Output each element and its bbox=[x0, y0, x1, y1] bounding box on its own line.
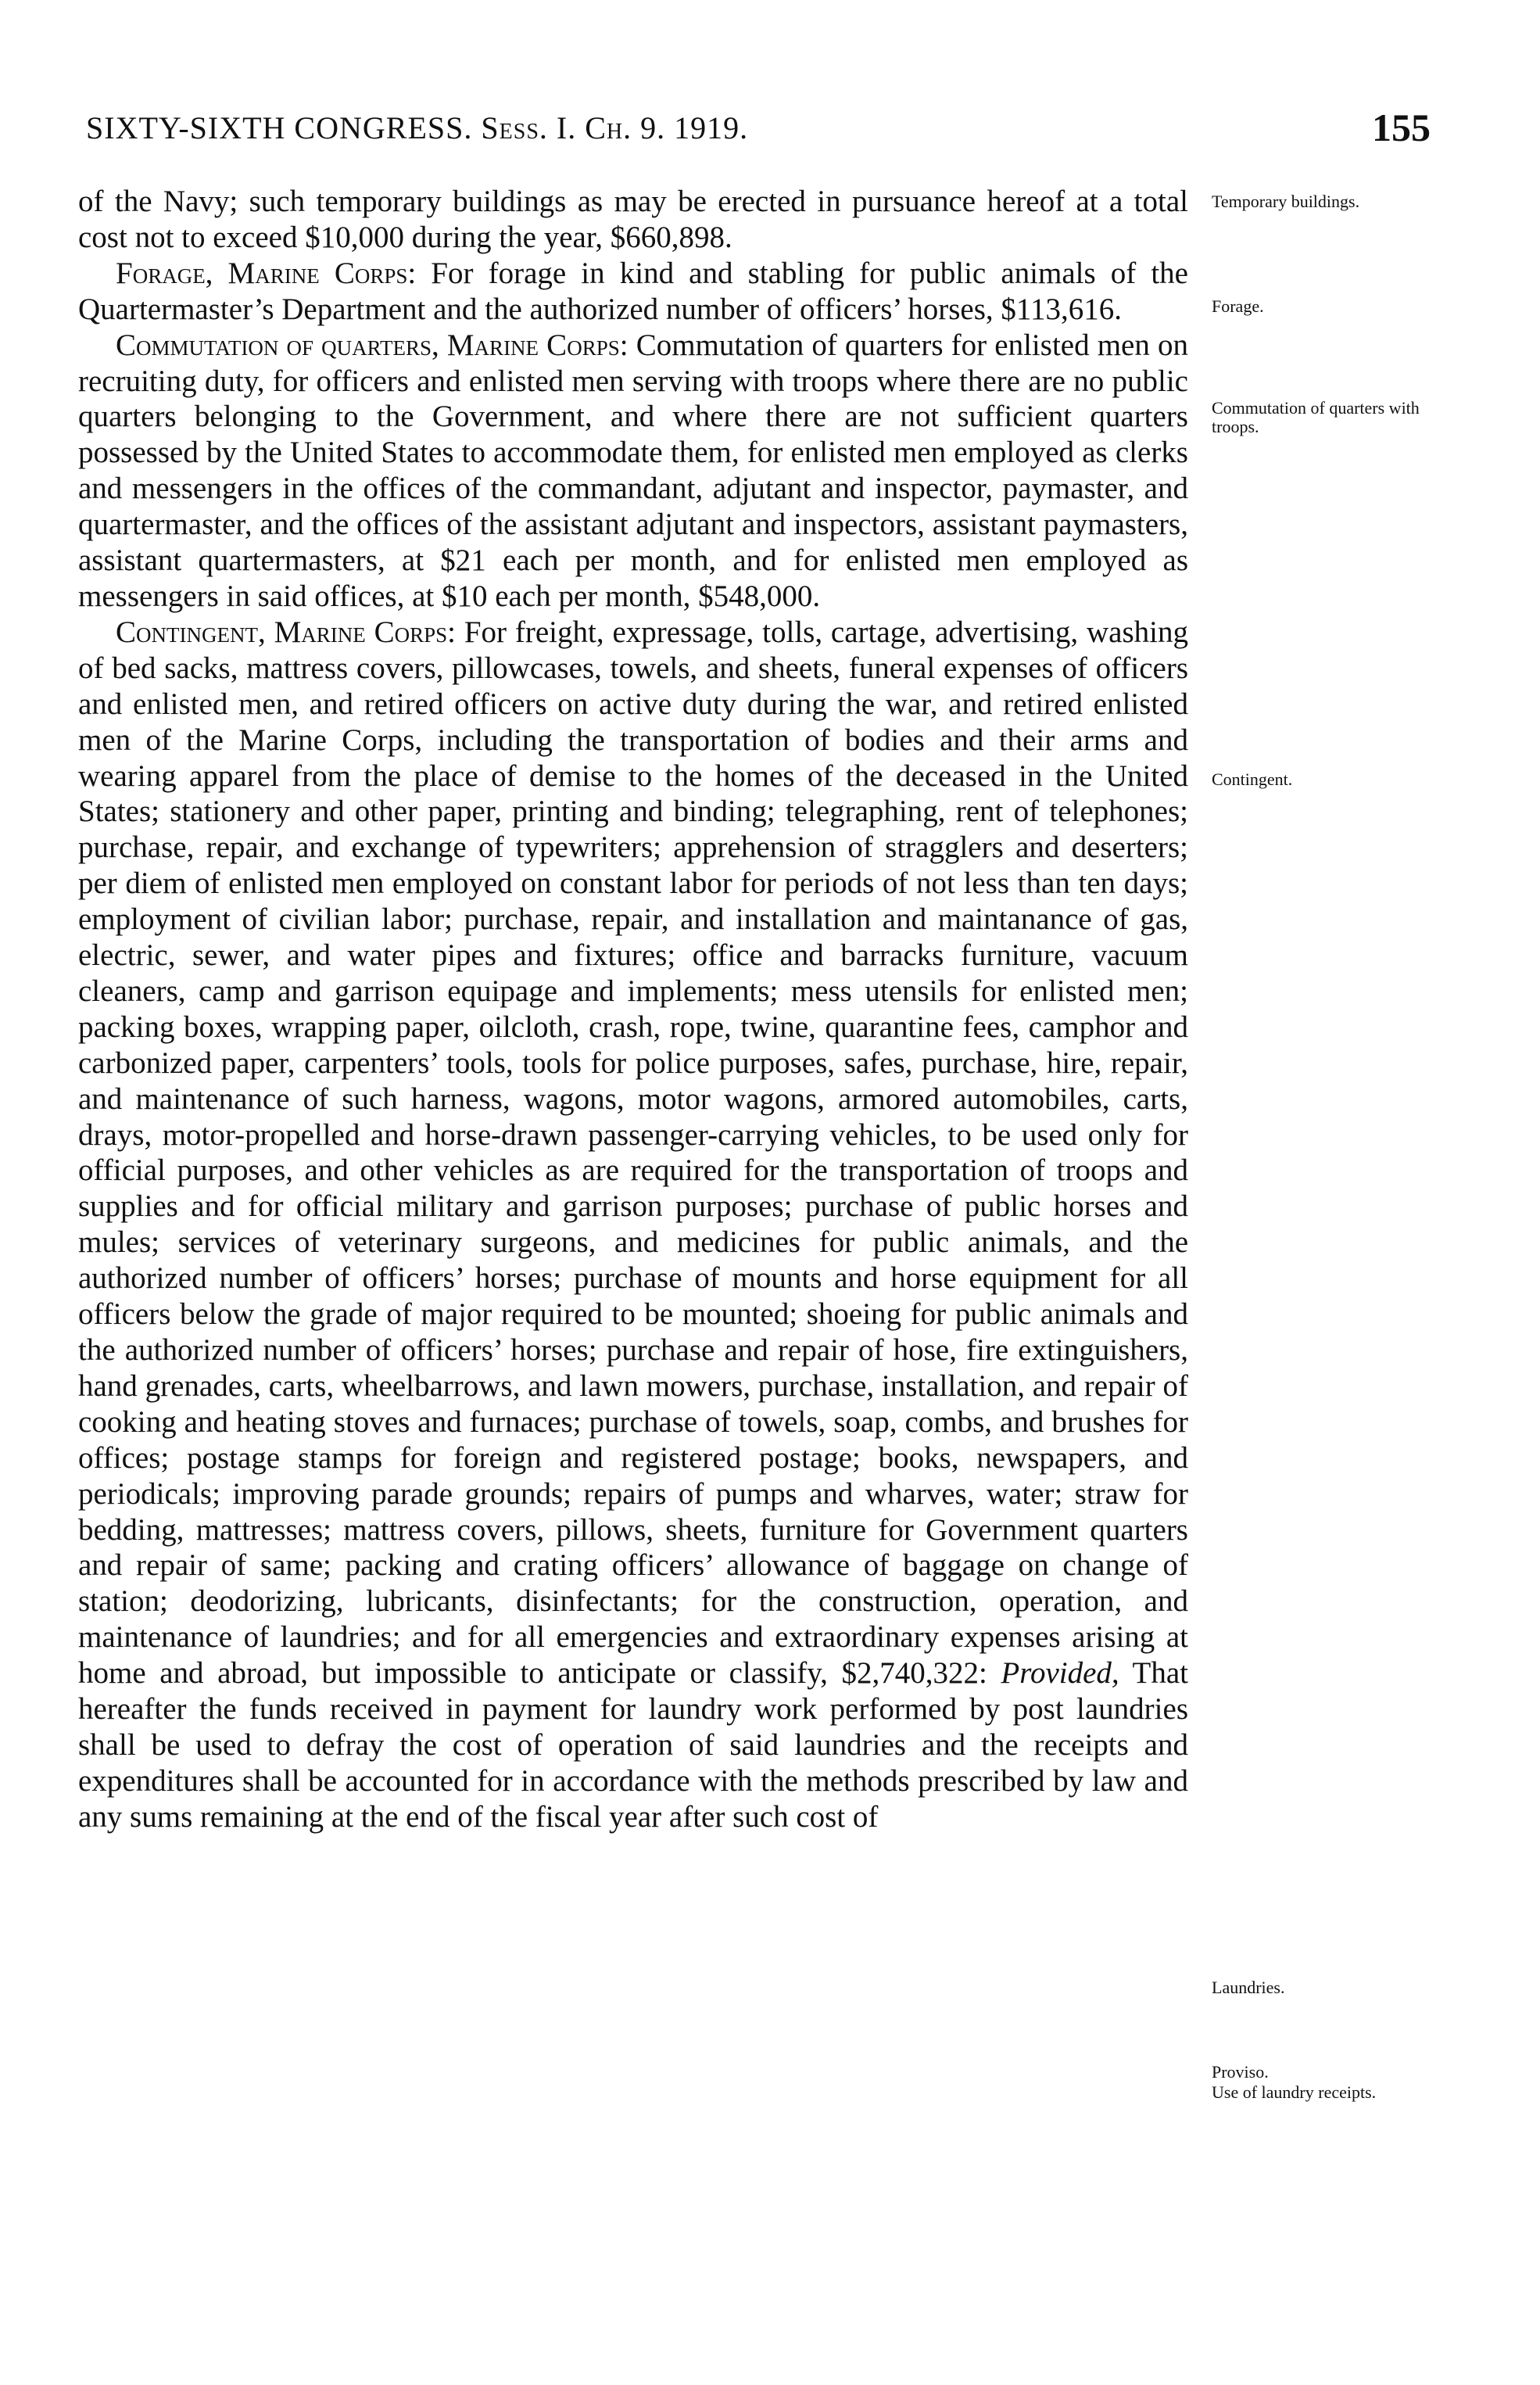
marginal-note-contingent: Contingent. bbox=[1212, 769, 1293, 789]
running-head bbox=[86, 109, 748, 146]
page-number: 155 bbox=[1372, 106, 1431, 149]
paragraph-forage bbox=[78, 256, 1188, 328]
chapter-label: Ch. 9. bbox=[585, 110, 666, 145]
paragraph-text: For freight, expressage, tolls, cartage, advertising, washing of bed sacks, mattress covers, pillowcases, towels, and sheets, funeral expenses of officers and enlisted men, and retired officers on active duty during the war, and retired enlisted men of the Marine Corps, including the transportation of bodies and their arms and wearing apparel from the place of demise to the homes of the deceased in the United States; stationery and other paper, printing and binding; telegraphing, rent of telephones; purchase, repair, and exchange of typewriters; apprehension of stragglers and deserters; per diem of enlisted men employed on constant labor for periods of not less than ten days; employment of civilian labor; purchase, repair, and installation and maintanance of gas, electric, sewer, and water pipes and fixtures; office and barracks furniture, vacuum cleaners, camp and garrison equipage and implements; mess utensils for enlisted men; packing boxes, wrapping paper, oilcloth, crash, rope, twine, quarantine fees, camphor and carbonized paper, carpenters’ tools, tools for police purposes, safes, purchase, hire, repair, and maintenance of such harness, wagons, motor wagons, armored automobiles, carts, drays, motor-propelled and horse-drawn passenger-carrying vehicles, to be used only for official purposes, and other vehicles as are required for the transportation of troops and supplies and for official military and garrison purposes; purchase of public horses and mules; services of veterinary surgeons, and medicines for public animals, and the authorized number of officers’ horses; purchase of mounts and horse equipment for all officers below the grade of major required to be mounted; shoeing for public animals and the authorized number of officers’ horses; purchase and repair of hose, fire extinguishers, hand grenades, carts, wheelbarrows, and lawn mowers, purchase, installation, and repair of cooking and heating stoves and furnaces; purchase of towels, soap, combs, and brushes for offices; postage stamps for foreign and registered postage; books, newspapers, and periodicals; improving parade grounds; repairs of pumps and wharves, water; straw for bedding, mattresses; mattress covers, pillows, sheets, furniture for Government quarters and repair of same; packing and crating officers’ allowance of baggage on change of station; deodorizing, lubricants, disinfectants; for the construction, operation, and maintenance of laundries; and for all emergencies and extraordinary expenses arising at home and abroad, but impossible to anticipate or classify, $2,740,322: bbox=[78, 615, 1188, 1691]
marginal-note-forage: Forage. bbox=[1212, 296, 1264, 316]
marginal-note-laundry-receipts: Use of laundry receipts. bbox=[1212, 2082, 1377, 2102]
marginal-note-commutation: Commutation of quarters with troops. bbox=[1212, 398, 1420, 436]
paragraph-commutation bbox=[78, 328, 1188, 615]
congress-title: SIXTY-SIXTH CONGRESS. bbox=[86, 110, 473, 145]
marginal-note-laundries: Laundries. bbox=[1212, 1978, 1285, 1997]
paragraph-contingent bbox=[78, 615, 1188, 1835]
page-header bbox=[86, 106, 1431, 156]
proviso-word: Provided, bbox=[1001, 1656, 1119, 1691]
year-label: 1919. bbox=[674, 110, 749, 145]
paragraph-tail: That hereafter the funds received in payment for laundry work performed by post laundries shall be used to defray the cost of operation of said laundries and the receipts and expenditures shall be accounted for in accordance with the methods prescribed by law and any sums remaining at the end of the fiscal year after such cost of bbox=[78, 1656, 1189, 1834]
paragraph-heading: Contingent, Marine Corps: bbox=[116, 615, 456, 649]
paragraph-text: Commutation of quarters for enlisted men on recruiting duty, for officers and enlisted men serving with troops where there are no public quarters belonging to the Government, and where there are not sufficient quarters possessed by the United States to accommodate them, for enlisted men employed as clerks and messengers in the offices of the commandant, adjutant and inspector, paymaster, and quartermaster, and the offices of the assistant adjutant and inspectors, assistant paymasters, assistant quartermasters, at $21 each per month, and for enlisted men employed as messengers in said offices, at $10 each per month, $548,000. bbox=[78, 328, 1188, 613]
marginal-note-temporary-buildings: Temporary buildings. bbox=[1212, 192, 1360, 211]
paragraph-heading: Forage, Marine Corps: bbox=[116, 256, 417, 290]
paragraph-text: For forage in kind and stabling for public animals of the Quartermaster’s Department and the authorized number of officers’ horses, $113,616. bbox=[78, 256, 1188, 326]
session-label: Sess. I. bbox=[481, 110, 577, 145]
paragraph-temporary-buildings: of the Navy; such temporary buildings as may be erected in pursuance hereof at a total cost not to exceed $10,000 during the year, $660,898. bbox=[78, 185, 1188, 254]
statute-text bbox=[78, 184, 1188, 1835]
paragraph-heading: Commutation of quarters, Marine Corps: bbox=[116, 328, 629, 362]
marginal-note-proviso: Proviso. bbox=[1212, 2062, 1269, 2082]
